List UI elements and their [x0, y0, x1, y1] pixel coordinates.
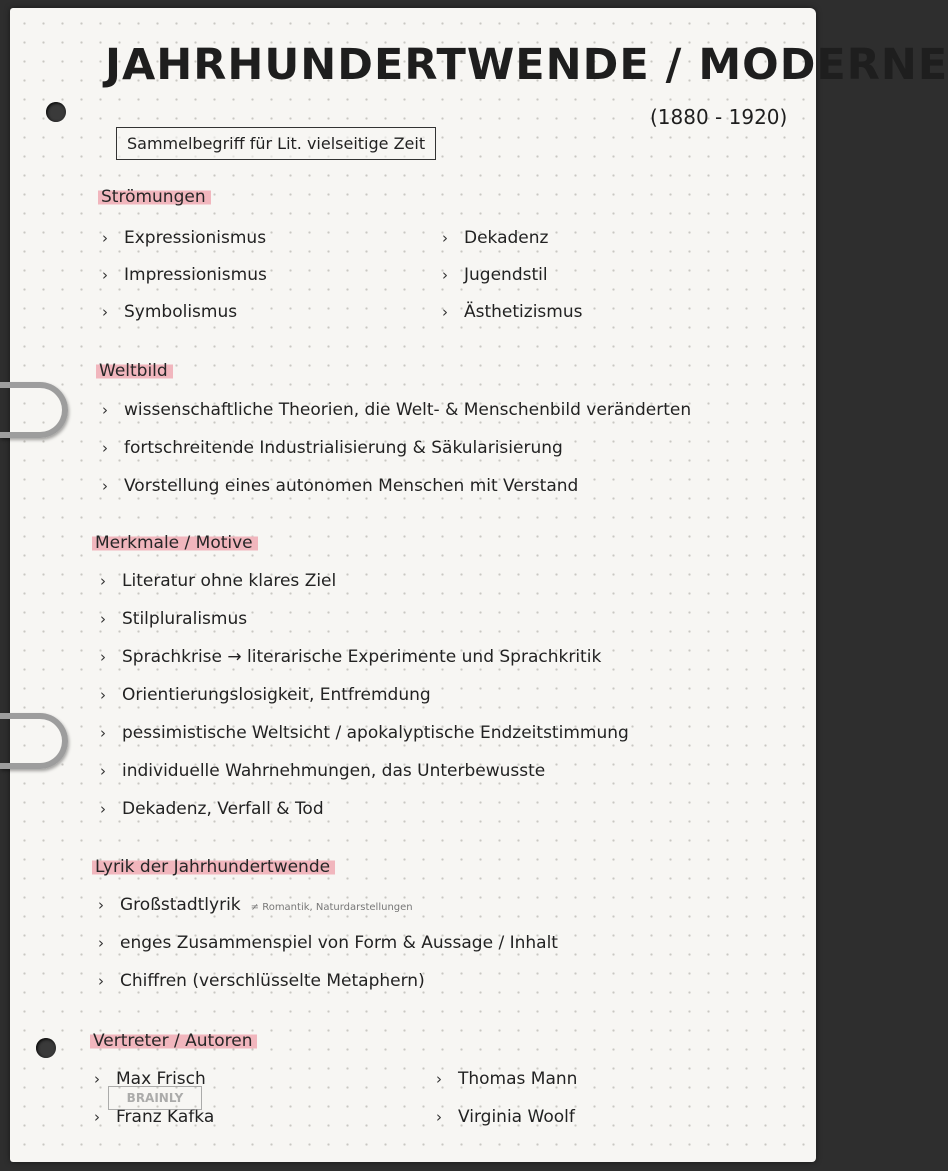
- bullet-icon: ›: [442, 303, 448, 321]
- binder-ring: [0, 713, 68, 769]
- list-item: › Impressionismus: [102, 265, 267, 285]
- list-item: › Dekadenz, Verfall & Tod: [100, 799, 324, 819]
- bullet-icon: ›: [102, 303, 108, 321]
- list-item: › wissenschaftliche Theorien, die Welt- & Menschenbild veränderten: [102, 400, 692, 420]
- watermark-stamp: BRAINLY: [108, 1086, 202, 1110]
- bullet-icon: ›: [98, 934, 104, 952]
- subtitle-box: Sammelbegriff für Lit. vielseitige Zeit: [116, 127, 436, 160]
- bullet-icon: ›: [100, 610, 106, 628]
- heading-weltbild: Weltbild: [96, 360, 173, 381]
- list-item: › individuelle Wahrnehmungen, das Unterbewusste: [100, 761, 546, 781]
- list-item: › Jugendstil: [442, 265, 548, 285]
- bullet-icon: ›: [98, 896, 104, 914]
- bullet-icon: ›: [94, 1070, 100, 1088]
- heading-stroemungen: Strömungen: [98, 186, 211, 207]
- list-item: › fortschreitende Industrialisierung & Säkularisierung: [102, 438, 563, 458]
- period-years: (1880 - 1920): [650, 105, 788, 129]
- list-item: › enges Zusammenspiel von Form & Aussage / Inhalt: [98, 933, 558, 953]
- list-item: › Stilpluralismus: [100, 609, 248, 629]
- list-item: › Sprachkrise → literarische Experimente und Sprachkritik: [100, 647, 602, 667]
- bullet-icon: ›: [98, 972, 104, 990]
- bullet-icon: ›: [102, 439, 108, 457]
- bullet-icon: ›: [100, 724, 106, 742]
- bullet-icon: ›: [102, 266, 108, 284]
- bullet-icon: ›: [100, 648, 106, 666]
- list-item: › Ästhetizismus: [442, 302, 583, 322]
- list-item: › Chiffren (verschlüsselte Metaphern): [98, 971, 425, 991]
- bullet-icon: ›: [436, 1070, 442, 1088]
- list-item: › Literatur ohne klares Ziel: [100, 571, 337, 591]
- list-item: › Franz Kafka: [94, 1107, 215, 1127]
- bullet-icon: ›: [100, 762, 106, 780]
- bullet-icon: ›: [100, 572, 106, 590]
- page-title: JAHRHUNDERTWENDE / MODERNE: [105, 40, 948, 90]
- list-item: › Dekadenz: [442, 228, 549, 248]
- heading-vertreter: Vertreter / Autoren: [90, 1030, 257, 1051]
- bullet-icon: ›: [442, 266, 448, 284]
- list-item: › Vorstellung eines autonomen Menschen mit Verstand: [102, 476, 579, 496]
- bullet-icon: ›: [100, 800, 106, 818]
- bullet-icon: ›: [94, 1108, 100, 1126]
- notebook-page: [10, 8, 948, 1162]
- list-item: › Expressionismus: [102, 228, 267, 248]
- bullet-icon: ›: [100, 686, 106, 704]
- bullet-icon: ›: [442, 229, 448, 247]
- list-item: › Thomas Mann: [436, 1069, 578, 1089]
- list-item: › Symbolismus: [102, 302, 238, 322]
- list-item: › Großstadtlyrik ≠ Romantik, Naturdarstellungen: [98, 895, 413, 915]
- heading-lyrik: Lyrik der Jahrhundertwende: [92, 856, 335, 877]
- list-item: › Orientierungslosigkeit, Entfremdung: [100, 685, 431, 705]
- side-note: ≠ Romantik, Naturdarstellungen: [250, 902, 413, 913]
- punch-hole: [36, 1038, 56, 1058]
- list-item: › Max Frisch: [94, 1069, 206, 1089]
- bullet-icon: ›: [436, 1108, 442, 1126]
- binder-ring: [0, 382, 68, 438]
- list-item: › pessimistische Weltsicht / apokalyptische Endzeitstimmung: [100, 723, 629, 743]
- list-item: › Virginia Woolf: [436, 1107, 575, 1127]
- heading-merkmale: Merkmale / Motive: [92, 532, 258, 553]
- bullet-icon: ›: [102, 401, 108, 419]
- bullet-icon: ›: [102, 477, 108, 495]
- bullet-icon: ›: [102, 229, 108, 247]
- punch-hole: [46, 102, 66, 122]
